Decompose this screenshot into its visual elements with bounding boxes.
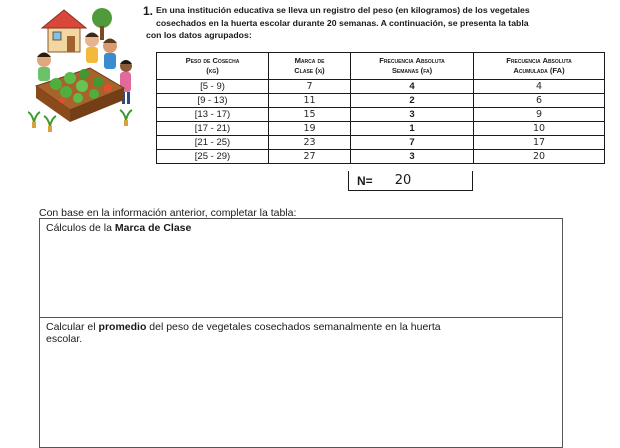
- average-calculation-box[interactable]: [39, 318, 563, 448]
- frequency-cell: 3: [351, 150, 474, 164]
- frequency-cell: 7: [351, 136, 474, 150]
- question-line-3: con los datos agrupados:: [146, 30, 252, 40]
- interval-cell: [21 - 25): [157, 136, 269, 150]
- instruction-text: Con base en la información anterior, completar la tabla:: [39, 207, 297, 219]
- class-mark-cell[interactable]: 19: [269, 122, 351, 136]
- header-weight: Peso de Cosecha (kg): [157, 53, 269, 80]
- class-mark-cell[interactable]: 27: [269, 150, 351, 164]
- table-row: [157, 80, 605, 94]
- class-mark-calculation-box[interactable]: [39, 218, 563, 318]
- interval-cell: [5 - 9): [157, 80, 269, 94]
- frequency-cell: 1: [351, 122, 474, 136]
- table-row: [157, 122, 605, 136]
- table-header-row: [157, 53, 605, 80]
- total-n-label: N=: [357, 173, 373, 188]
- total-n-value[interactable]: 20: [394, 173, 412, 188]
- header-absolute-frequency: Frecuencia Absoluta Semanas (fa): [351, 53, 474, 80]
- question-text: [146, 4, 608, 42]
- question-line-1: En una institución educativa se lleva un registro del peso (en kilogramos) de los vegetales: [156, 5, 530, 15]
- table-row: [157, 150, 605, 164]
- cumulative-cell[interactable]: 9: [474, 108, 605, 122]
- table-row: [157, 94, 605, 108]
- header-cumulative-frequency: Frecuencia Absoluta Acumulada (FA): [474, 53, 605, 80]
- cumulative-cell[interactable]: 6: [474, 94, 605, 108]
- frequency-cell: 4: [351, 80, 474, 94]
- cumulative-cell[interactable]: 20: [474, 150, 605, 164]
- frequency-table: [156, 52, 605, 164]
- interval-cell: [17 - 21): [157, 122, 269, 136]
- cumulative-cell[interactable]: 17: [474, 136, 605, 150]
- class-mark-cell[interactable]: 23: [269, 136, 351, 150]
- table-row: [157, 136, 605, 150]
- interval-cell: [9 - 13): [157, 94, 269, 108]
- house-icon: [42, 10, 86, 52]
- frequency-cell: 2: [351, 94, 474, 108]
- interval-cell: [25 - 29): [157, 150, 269, 164]
- table-row: [157, 108, 605, 122]
- cumulative-cell[interactable]: 4: [474, 80, 605, 94]
- garden-illustration: [28, 4, 138, 134]
- box1-prompt: Cálculos de la Marca de Clase: [46, 222, 192, 234]
- question-line-2: cosechados en la huerta escolar durante 20 semanas. A continuación, se presenta la tabla: [156, 17, 529, 28]
- interval-cell: [13 - 17): [157, 108, 269, 122]
- class-mark-cell[interactable]: 11: [269, 94, 351, 108]
- class-mark-cell[interactable]: 15: [269, 108, 351, 122]
- class-mark-cell[interactable]: 7: [269, 80, 351, 94]
- header-class-mark: Marca de Clase (xᵢ): [269, 53, 351, 80]
- cumulative-cell[interactable]: 10: [474, 122, 605, 136]
- question-number: 1.: [143, 4, 154, 18]
- total-n-box: [348, 171, 473, 191]
- frequency-cell: 3: [351, 108, 474, 122]
- box2-prompt: Calcular el promedio del peso de vegetales cosechados semanalmente en la huerta escolar.: [46, 321, 441, 345]
